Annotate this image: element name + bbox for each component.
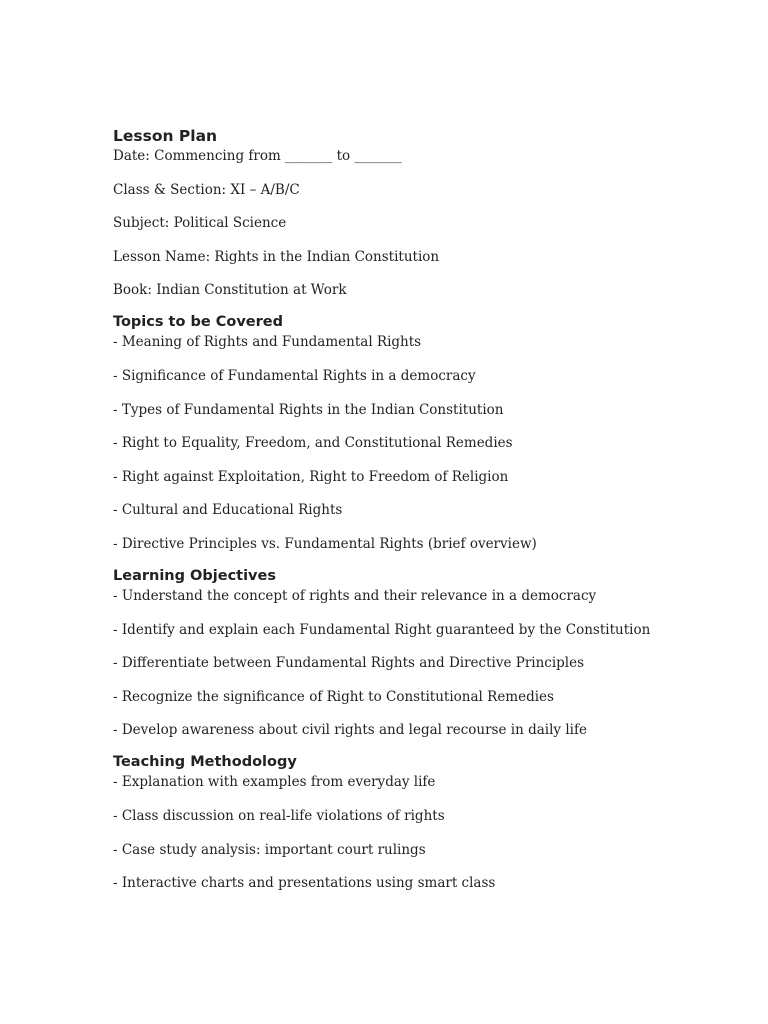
topic-item: - Directive Principles vs. Fundamental Rights (brief overview) <box>113 535 537 552</box>
lesson-name-line: Lesson Name: Rights in the Indian Constitution <box>113 248 440 265</box>
topic-item: - Cultural and Educational Rights <box>113 502 343 519</box>
topic-item: - Right to Equality, Freedom, and Constitutional Remedies <box>113 435 513 452</box>
objective-item: - Understand the concept of rights and their relevance in a democracy <box>113 587 597 604</box>
methodology-heading: Teaching Methodology <box>113 754 297 771</box>
subject-line: Subject: Political Science <box>113 215 287 232</box>
objective-item: - Develop awareness about civil rights and legal recourse in daily life <box>113 722 587 739</box>
page-title: Lesson Plan <box>113 127 218 145</box>
methodology-item: - Case study analysis: important court rulings <box>113 841 426 858</box>
objectives-heading: Learning Objectives <box>113 567 276 584</box>
methodology-item: - Explanation with examples from everyday life <box>113 774 436 791</box>
topic-item: - Right against Exploitation, Right to Freedom of Religion <box>113 468 509 485</box>
class-section-line: Class & Section: XI – A/B/C <box>113 181 300 198</box>
topic-item: - Types of Fundamental Rights in the Indian Constitution <box>113 401 504 418</box>
objective-item: - Identify and explain each Fundamental Right guaranteed by the Constitution <box>113 621 651 638</box>
topic-item: - Significance of Fundamental Rights in a democracy <box>113 367 476 384</box>
book-line: Book: Indian Constitution at Work <box>113 282 347 299</box>
objective-item: - Differentiate between Fundamental Rights and Directive Principles <box>113 655 585 672</box>
methodology-item: - Interactive charts and presentations using smart class <box>113 875 496 892</box>
document-page <box>113 125 733 892</box>
methodology-item: - Class discussion on real-life violations of rights <box>113 807 445 824</box>
objective-item: - Recognize the significance of Right to Constitutional Remedies <box>113 688 554 705</box>
date-line: Date: Commencing from _______ to _______ <box>113 148 402 164</box>
topics-heading: Topics to be Covered <box>113 314 284 331</box>
topic-item: - Meaning of Rights and Fundamental Rights <box>113 334 422 351</box>
